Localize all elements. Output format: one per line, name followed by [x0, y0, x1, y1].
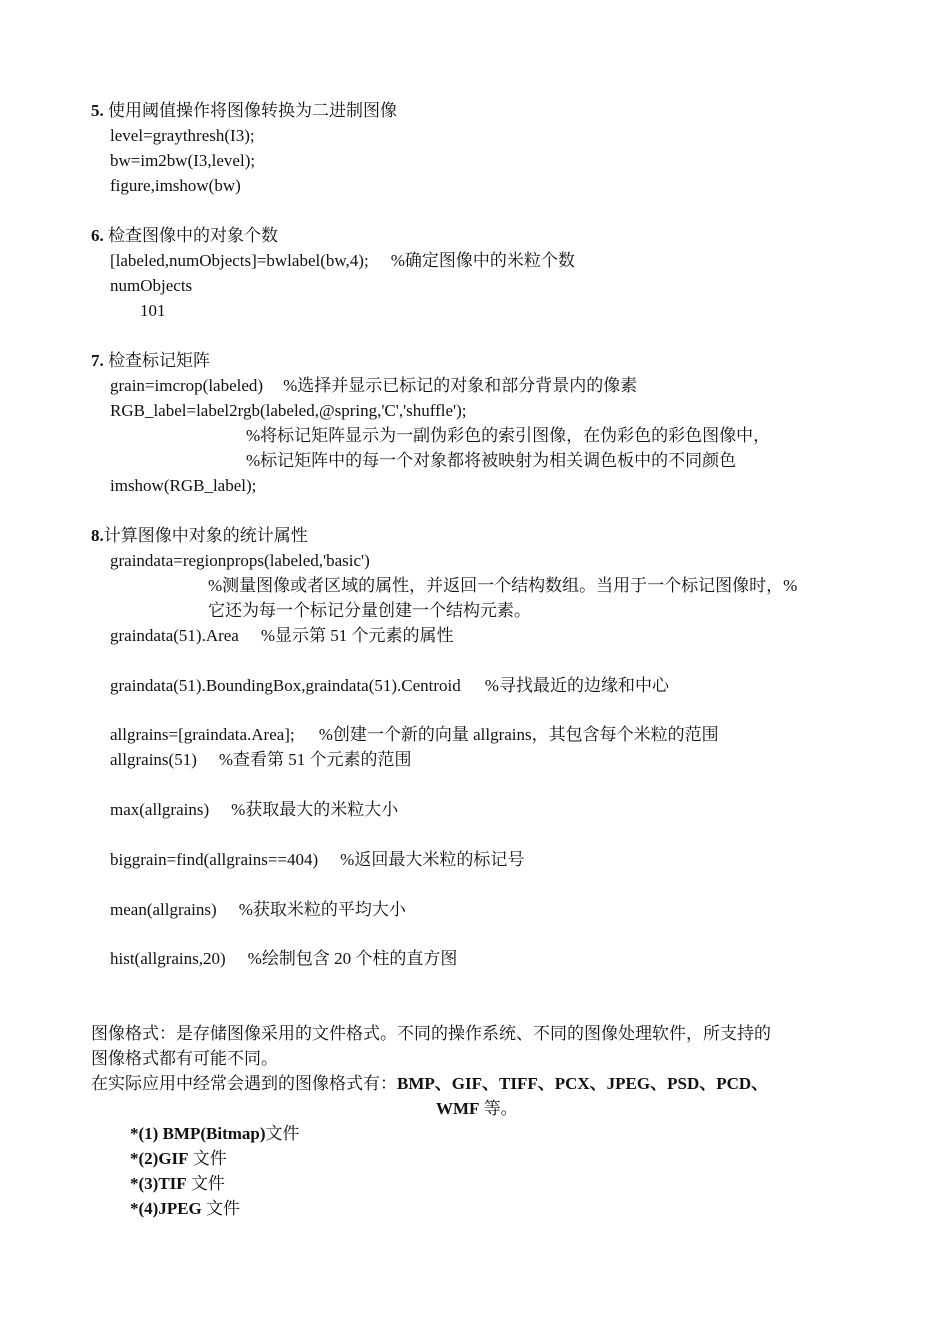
code-line: figure,imshow(bw) — [110, 176, 241, 195]
format-item — [130, 1171, 225, 1196]
code-comment: %测量图像或者区域的属性，并返回一个结构数组。当用于一个标记图像时，% — [208, 576, 798, 595]
section-6-heading — [91, 223, 278, 248]
code-line — [110, 747, 412, 772]
code-text: allgrains(51) — [110, 750, 197, 769]
code-comment: %将标记矩阵显示为一副伪彩色的索引图像，在伪彩色的彩色图像中， — [246, 426, 771, 445]
format-item-suffix: 文件 — [188, 1149, 227, 1168]
formats-last: WMF — [436, 1099, 480, 1118]
code-comment: %标记矩阵中的每一个对象都将被映射为相关调色板中的不同颜色 — [246, 451, 737, 470]
code-text: max(allgrains) — [110, 800, 210, 819]
code-line — [110, 722, 719, 747]
section-title: 使用阈值操作将图像转换为二进制图像 — [108, 101, 397, 120]
code-text: graindata(51).Area — [110, 626, 239, 645]
code-line: imshow(RGB_label); — [110, 476, 257, 495]
format-item-suffix: 文件 — [265, 1124, 300, 1143]
section-title: 计算图像中对象的统计属性 — [103, 526, 308, 545]
format-item-name: *(2)GIF — [130, 1149, 189, 1168]
section-number: 7. — [91, 351, 104, 370]
code-comment: %创建一个新的向量 allgrains，其包含每个米粒的范围 — [318, 725, 719, 744]
formats-line — [91, 1071, 768, 1096]
code-comment: %查看第 51 个元素的范围 — [218, 750, 412, 769]
code-comment: %显示第 51 个元素的属性 — [260, 626, 454, 645]
code-comment: %获取最大的米粒大小 — [231, 800, 399, 819]
code-line — [110, 623, 454, 648]
section-number: 6. — [91, 226, 104, 245]
code-line — [110, 946, 457, 971]
code-line — [110, 897, 406, 922]
code-text: [labeled,numObjects]=bwlabel(bw,4); — [110, 251, 369, 270]
code-comment: %选择并显示已标记的对象和部分背景内的像素 — [283, 376, 638, 395]
section-7-heading — [91, 348, 210, 373]
section-title: 检查标记矩阵 — [108, 351, 210, 370]
code-line: bw=im2bw(I3,level); — [110, 151, 256, 170]
code-text: biggrain=find(allgrains==404) — [110, 850, 319, 869]
output-value: 101 — [140, 301, 166, 320]
code-line: RGB_label=label2rgb(labeled,@spring,'C','shuffle'); — [110, 401, 467, 420]
section-title: 检查图像中的对象个数 — [108, 226, 278, 245]
code-text: mean(allgrains) — [110, 900, 217, 919]
format-item-name: *(1) BMP(Bitmap) — [130, 1124, 266, 1143]
section-8-heading — [91, 523, 308, 548]
code-line: numObjects — [110, 276, 193, 295]
section-number: 5. — [91, 101, 104, 120]
code-line — [110, 248, 575, 273]
code-line — [110, 373, 637, 398]
code-line — [110, 797, 398, 822]
section-5-heading — [91, 98, 397, 123]
code-comment: %获取米粒的平均大小 — [238, 900, 406, 919]
code-text: grain=imcrop(labeled) — [110, 376, 264, 395]
formats-prefix: 在实际应用中经常会遇到的图像格式有： — [91, 1074, 397, 1093]
format-item-suffix: 文件 — [186, 1174, 225, 1193]
paragraph-line: 图像格式：是存储图像采用的文件格式。不同的操作系统、不同的图像处理软件，所支持的 — [91, 1024, 771, 1043]
code-line: level=graythresh(I3); — [110, 126, 255, 145]
code-comment: %寻找最近的边缘和中心 — [484, 676, 669, 695]
section-number: 8. — [91, 526, 104, 545]
formats-tail: 等。 — [479, 1099, 518, 1118]
formats-list: BMP、GIF、TIFF、PCX、JPEG、PSD、PCD、 — [397, 1074, 769, 1093]
code-comment: %返回最大米粒的标记号 — [340, 850, 525, 869]
format-item — [130, 1146, 227, 1171]
format-item — [130, 1121, 300, 1146]
paragraph-line: 图像格式都有可能不同。 — [91, 1049, 278, 1068]
code-comment: 它还为每一个标记分量创建一个结构元素。 — [208, 601, 531, 620]
format-item-suffix: 文件 — [201, 1199, 241, 1218]
code-line — [110, 847, 524, 872]
format-item-name: *(3)TIF — [130, 1174, 187, 1193]
code-text: allgrains=[graindata.Area]; — [110, 725, 295, 744]
code-comment: %绘制包含 20 个柱的直方图 — [247, 949, 458, 968]
code-text: hist(allgrains,20) — [110, 949, 226, 968]
code-text: graindata(51).BoundingBox,graindata(51).Centroid — [110, 676, 461, 695]
formats-line-cont — [436, 1096, 518, 1121]
format-item-name: *(4)JPEG — [130, 1199, 202, 1218]
format-item — [130, 1196, 240, 1221]
code-line: graindata=regionprops(labeled,'basic') — [110, 551, 370, 570]
code-line — [110, 673, 669, 698]
code-comment: %确定图像中的米粒个数 — [390, 251, 575, 270]
